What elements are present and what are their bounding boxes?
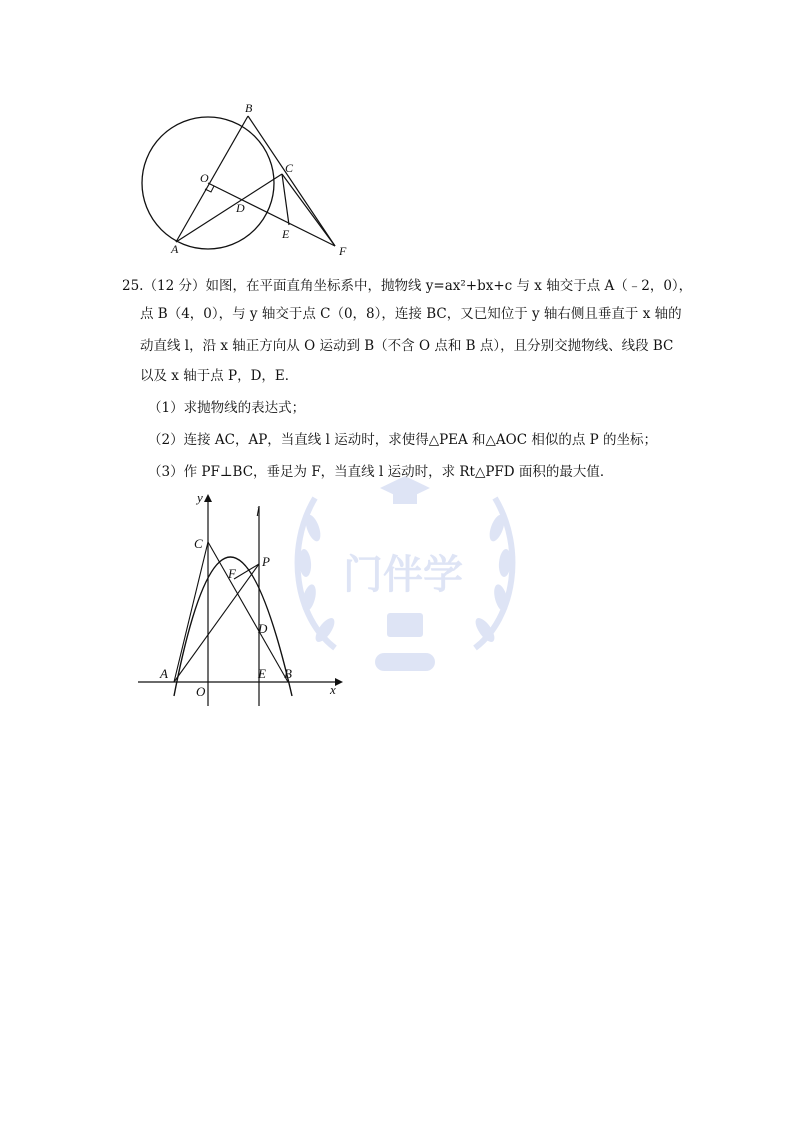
- circle-figure: [130, 98, 370, 263]
- watermark-text: 门伴学: [343, 552, 463, 598]
- label-a: A: [160, 666, 168, 681]
- label-l: l: [256, 504, 260, 519]
- label-f: F: [339, 244, 347, 258]
- question-line-3: 动直线 l，沿 x 轴正方向从 O 运动到 B（不含 O 点和 B 点），且分别交抛物线、线段 BC: [140, 338, 674, 354]
- segment-bf: [248, 116, 335, 246]
- label-p: P: [262, 554, 270, 569]
- label-c: C: [194, 536, 203, 551]
- label-a: A: [171, 242, 179, 256]
- label-c: C: [285, 161, 294, 175]
- label-e: E: [258, 666, 266, 681]
- segment-ac: [174, 542, 208, 682]
- segment-cf: [282, 174, 335, 246]
- label-y: y: [197, 490, 203, 505]
- question-line-4: 以及 x 轴于点 P，D，E．: [140, 368, 299, 384]
- question-score: （12 分）: [143, 278, 206, 294]
- label-b: B: [245, 101, 253, 115]
- question-line-2: 点 B（4，0），与 y 轴交于点 C（0，8），连接 BC，又已知位于 y 轴右侧且垂直于 x 轴的: [140, 306, 682, 322]
- segment-ab: [176, 116, 248, 242]
- label-o: O: [200, 171, 209, 185]
- subquestion-3: （3）作 PF⊥BC，垂足为 F，当直线 l 运动时，求 Rt△PFD 面积的最大值．: [148, 464, 614, 480]
- question-number: 25.: [122, 278, 144, 294]
- x-axis-arrow: [335, 678, 343, 686]
- parabola-figure: [130, 488, 355, 708]
- segment-bc: [208, 542, 288, 682]
- label-b: B: [284, 666, 292, 681]
- question-line-1: [122, 276, 692, 296]
- label-d: D: [258, 621, 268, 636]
- segment-ap: [174, 564, 259, 682]
- label-x: x: [330, 682, 336, 697]
- subquestion-1: （1）求抛物线的表达式；: [148, 400, 306, 416]
- y-axis-arrow: [204, 494, 212, 502]
- label-f: F: [228, 566, 236, 581]
- segment-of: [208, 183, 335, 246]
- label-d: D: [236, 201, 245, 215]
- question-text-1: 如图，在平面直角坐标系中，抛物线 y=ax²+bx+c 与 x 轴交于点 A（﹣2，0），: [205, 278, 693, 294]
- subquestion-2: （2）连接 AC，AP，当直线 l 运动时，求使得△PEA 和△AOC 相似的点 P 的坐标；: [148, 432, 658, 448]
- label-o: O: [196, 684, 206, 699]
- segment-ac: [176, 174, 282, 242]
- label-e: E: [282, 227, 290, 241]
